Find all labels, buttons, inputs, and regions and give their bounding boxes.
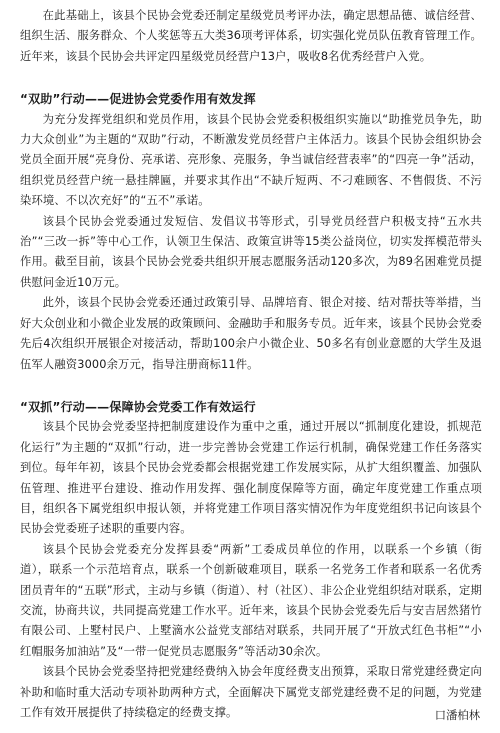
section-heading-shuanglian: “双助”行动——促进协会党委作用有效发挥 [20,92,256,107]
section-spacer [20,375,482,397]
intro-paragraph: 在此基础上，该县个民协会党委还制定星级党员考评办法，确定思想品德、诚信经营、组织生活、服务群众、个人奖惩等五大类36项考评体系，切实强化党员队伍教育管理工作。近年来，该县个民协会共评定四星级党员经营户13户，吸收8名优秀经营户入党。 [20,9,482,63]
shuanglian-paragraph-2: 该县个民协会党委通过发短信、发倡议书等形式，引导党员经营户积极支持“五水共治”“三改一拆”等中心工作，认领卫生保洁、政策宣讲等15类公益岗位，切实发挥模范带头作用。截至目前，该县个民协会党委共组织开展志愿服务活动120多次，为89名困难党员提供慰问金近10万元。 [20,214,482,289]
section-spacer [20,67,482,89]
section-heading-shuangzhua: “双抓”行动——保障协会党委工作有效运行 [20,399,256,414]
author-byline: 口潘柏林 [434,709,480,722]
shuanglian-paragraph-3: 此外，该县个民协会党委还通过政策引导、品牌培育、银企对接、结对帮扶等举措，当好大众创业和小微企业发展的政策顾问、金融助手和服务专员。近年来，该县个民协会党委先后4次组织开展银企对接活动，帮助100余户小微企业、50多名有创业意愿的大学生及退伍军人融资3000余万元，指导注册商标11件。 [20,296,482,371]
shuangzhua-paragraph-1: 该县个民协会党委坚持把制度建设作为重中之重，通过开展以“抓制度化建设，抓规范化运行”为主题的“双抓”行动，进一步完善协会党建工作运行机制，确保党建工作任务落实到位。每年年初，该县个民协会党委都会根据党建工作发展实际，从扩大组织覆盖、加强队伍管理、推进平台建设、推动作用发挥、强化制度保障等方面，确定年度党建工作重点项目，组织各下属党组织申报认领，并将党建工作项目落实情况作为年度党组织书记向该县个民协会党委班子述职的重要内容。 [20,420,482,536]
shuangzhua-paragraph-3: 该县个民协会党委坚持把党建经费纳入协会年度经费支出预算，采取日常党建经费定向补助和临时重大活动专项补助两种方式，全面解决下属党支部党建经费不足的问题，为党建工作有效开展提供了持续稳定的经费支撑。 [20,665,482,719]
shuanglian-paragraph-1: 为充分发挥党组织和党员作用，该县个民协会党委积极组织实施以“助推党员争先，助力大众创业”为主题的“双助”行动，不断激发党员经营户主体活力。该县个民协会组织协会党员全面开展“亮身份、亮承诺、亮形象、亮服务，争当诚信经营表率”的“四亮一争”活动，组织党员经营户统一悬挂牌匾，并要求其作出“不缺斤短两、不刁难顾客、不售假货、不污染环境、不以次充好”的“五不”承诺。 [20,112,482,208]
shuangzhua-paragraph-2: 该县个民协会党委充分发挥县委“两新”工委成员单位的作用，以联系一个乡镇（街道），联系一个示范培育点，联系一个创新破难项目，联系一名党务工作者和联系一名优秀团员青年的“五联”形式，主动与乡镇（街道）、村（社区）、非公企业党组织结对联系，定期交流，协商共议，共同提高党建工作水平。近年来，该县个民协会党委先后与安吉居然猪竹有限公司、上墅村民户、上墅滴水公益党支部结对联系，共同开展了“开放式红色书柜”“小红帽服务加油站”及“一带一促党员志愿服务”等活动30余次。 [20,542,482,658]
article-body [20,6,482,723]
